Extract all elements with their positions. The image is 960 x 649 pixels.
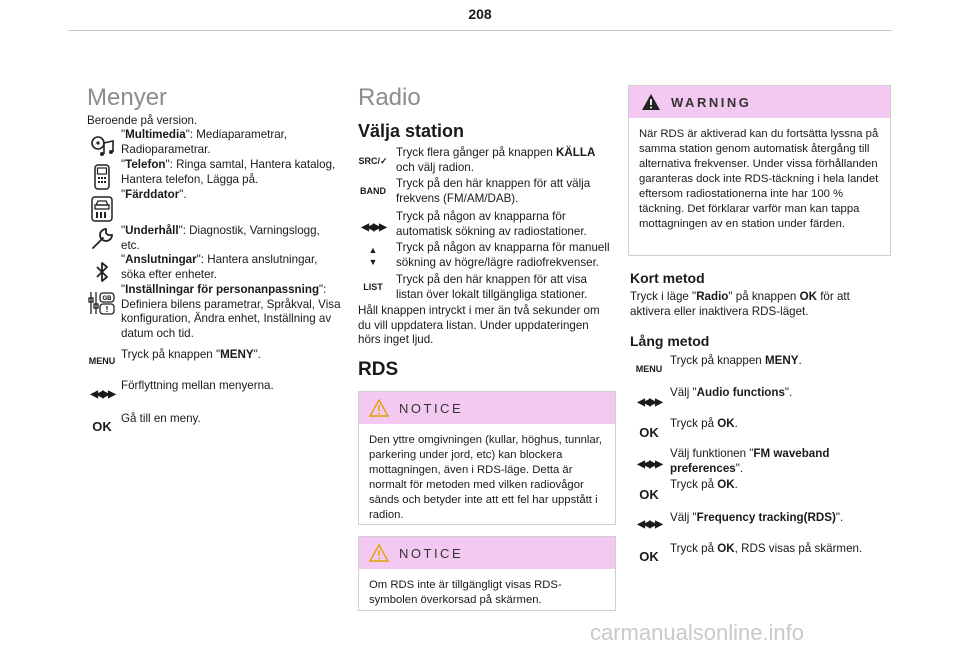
phone-icon [87,164,117,193]
rds-heading: RDS [358,359,399,380]
menu-item-maintenance: "Underhåll": Diagnostik, Varningslogg, etc. [121,224,320,252]
warning-box [628,85,891,256]
manual-search-instruction: Tryck på någon av knapparna för manuell sökning av högre/lägre radiofrekvenser. [396,241,610,269]
menu-item-phone: "Telefon": Ringa samtal, Hantera katalog, Hantera telefon, Lägga på. [121,158,336,186]
notice-label-2: NOTICE [399,545,464,561]
multimedia-icon [87,134,117,161]
ok-button-icon: OK [92,419,112,434]
menu-button-icon: MENU [88,356,116,366]
notice-text-2: Om RDS inte är tillgängligt visas RDS-symbolen överkorsad på skärmen. [369,579,562,606]
long-step-1: Tryck på knappen MENY. [670,354,802,367]
source-instruction: Tryck flera gånger på knappen KÄLLA och välj radion. [396,146,596,174]
seek-instruction: Tryck på någon av knapparna för automatisk sökning av radiostationer. [396,210,587,238]
notice-box-1 [358,391,616,525]
top-divider [68,30,892,31]
notice-header-1 [359,392,615,424]
menu-instruction: Tryck på knappen "MENY". [121,348,261,361]
page-number: 208 [468,6,492,22]
notice-label-1: NOTICE [399,400,464,416]
navigation-arrows-icon: ◀◀ ▶▶ [637,519,661,530]
short-method-heading: Kort metod [630,270,705,286]
menus-heading: Menyer [87,84,168,111]
ok-button-icon: OK [639,425,659,440]
navigation-arrows-icon: ◀◀ ▶▶ [90,389,114,400]
up-down-arrows-icon: ▲ ▼ [368,245,378,267]
navigation-arrows-icon: ◀◀ ▶▶ [637,397,661,408]
list-instruction: Tryck på den här knappen för att visa listan över lokalt tillgängliga stationer. [396,273,588,301]
notice-header-2 [359,537,615,569]
long-step-4: Välj funktionen "FM waveband preferences". [670,447,830,475]
list-button-icon: LIST [363,282,383,292]
ok-button-icon: OK [639,549,659,564]
watermark: carmanualsonline.info [590,620,805,645]
select-station-heading: Välja station [358,121,465,141]
long-step-3: Tryck på OK. [670,417,738,430]
notice-box-2 [358,536,616,611]
notice-icon [369,399,389,417]
navigation-arrows-icon: ◀◀ ▶▶ [637,459,661,470]
wrench-icon [87,226,117,255]
ok-text: Gå till en meny. [121,412,201,425]
notice-icon [369,544,389,562]
long-method-heading: Lång metod [630,333,710,349]
band-button-icon: BAND [360,186,386,196]
menu-item-connections: "Anslutningar": Hantera anslutningar, söka efter enheter. [121,253,318,281]
seek-arrows-icon: ◀◀ ▶▶ [361,222,385,233]
short-method-text: Tryck i läge "Radio" på knappen OK för att aktivera eller inaktivera RDS-läget. [630,290,850,318]
svg-text:!: ! [105,305,109,314]
long-step-6: Välj "Frequency tracking(RDS)". [670,511,844,524]
settings-icon [87,290,117,319]
notice-text-1: Den yttre omgivningen (kullar, höghus, tunnlar, parkering under jord, etc) kan blockera mottagningen, även i RDS-läge. Detta är normalt för metoden med vilken radiovågor sänds och betyder inte att ett fel har uppstått i radion. [369,434,602,521]
car-computer-icon [87,196,117,225]
menu-button-icon: MENU [635,364,663,374]
svg-text:GB: GB [102,296,112,302]
long-step-2: Välj "Audio functions". [670,386,793,399]
ok-button-icon: OK [639,487,659,502]
long-step-7: Tryck på OK, RDS visas på skärmen. [670,542,863,555]
long-step-5: Tryck på OK. [670,478,738,491]
radio-heading: Radio [358,84,421,111]
intro-text: Beroende på version. [87,114,198,127]
warning-text: När RDS är aktiverad kan du fortsätta lyssna på samma station genom automatisk återgång till alternativa frekvenser. Under vissa förhållanden garanteras dock inte RDS-täckning i hela landet eftersom radiostationerna inte har 100 % täckning. Det förklarar varför man kan tappa mottagningen av en station under färden. [639,128,879,230]
hold-instruction: Håll knappen intryckt i mer än två sekunder om du vill uppdatera listan. Under uppdateringen hörs inget ljud. [358,304,600,346]
warning-icon [641,93,661,111]
menu-item-trip-computer: "Färddator". [121,188,187,201]
menu-item-multimedia: "Multimedia": Mediaparametrar, Radioparametrar. [121,128,288,156]
warning-label: WARNING [671,94,752,110]
bluetooth-icon [87,260,117,287]
menu-item-personalization: "Inställningar för personanpassning": Definiera bilens parametrar, Språkval, Visa konfiguration, Ändra enhet, Inställning av datum och tid. [121,283,341,340]
source-button-icon: SRC/✓ [358,156,388,166]
band-instruction: Tryck på den här knappen för att välja frekvens (FM/AM/DAB). [396,177,591,205]
navigation-text: Förflyttning mellan menyerna. [121,379,274,392]
warning-header [629,86,890,118]
